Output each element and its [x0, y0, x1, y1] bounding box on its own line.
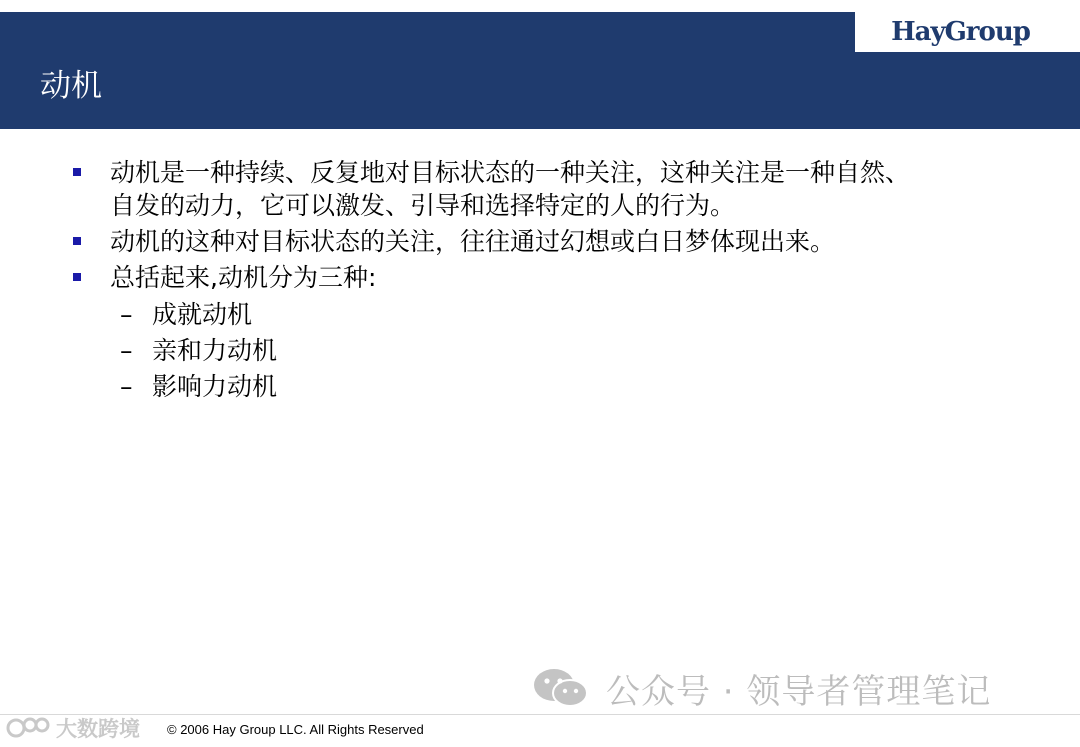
watermark	[532, 660, 991, 716]
sub-item-text: 成就动机	[152, 300, 253, 329]
slide-title: 动机	[40, 68, 102, 104]
dash-bullet: –	[120, 372, 133, 401]
sub-item	[68, 333, 1028, 369]
square-bullet-icon	[73, 237, 81, 245]
watermark-text: 公众号 · 领导者管理笔记	[606, 671, 992, 712]
slide-content	[68, 156, 1028, 405]
bullet-text-line: 动机的这种对目标状态的关注，往往通过幻想或白日梦体现出来。	[110, 227, 836, 256]
haygroup-logo	[855, 12, 1080, 52]
bullet-item	[68, 261, 1028, 294]
bullet-item	[68, 156, 1028, 222]
logo-text: HayGroup	[891, 17, 1030, 47]
footer-divider	[0, 714, 1080, 715]
copyright-text: © 2006 Hay Group LLC. All Rights Reserved	[167, 722, 424, 737]
bullet-text-line: 动机是一种持续、反复地对目标状态的一种关注，这种关注是一种自然、	[110, 158, 911, 187]
sub-item-text: 亲和力动机	[152, 336, 278, 365]
square-bullet-icon	[73, 273, 81, 281]
sub-item-text: 影响力动机	[152, 372, 278, 401]
sub-item	[68, 369, 1028, 405]
bullet-text-line: 总括起来,动机分为三种:	[110, 263, 377, 292]
sub-item	[68, 297, 1028, 333]
square-bullet-icon	[73, 168, 81, 176]
bullet-text-line: 自发的动力，它可以激发、引导和选择特定的人的行为。	[110, 191, 736, 220]
wechat-icon	[532, 668, 590, 708]
dash-bullet: –	[120, 300, 133, 329]
bullet-item	[68, 225, 1028, 258]
chain-link-icon	[6, 716, 52, 740]
dash-bullet: –	[120, 336, 133, 365]
footer-logo-text: 大数跨境	[56, 717, 140, 741]
footer-logo	[6, 713, 140, 743]
